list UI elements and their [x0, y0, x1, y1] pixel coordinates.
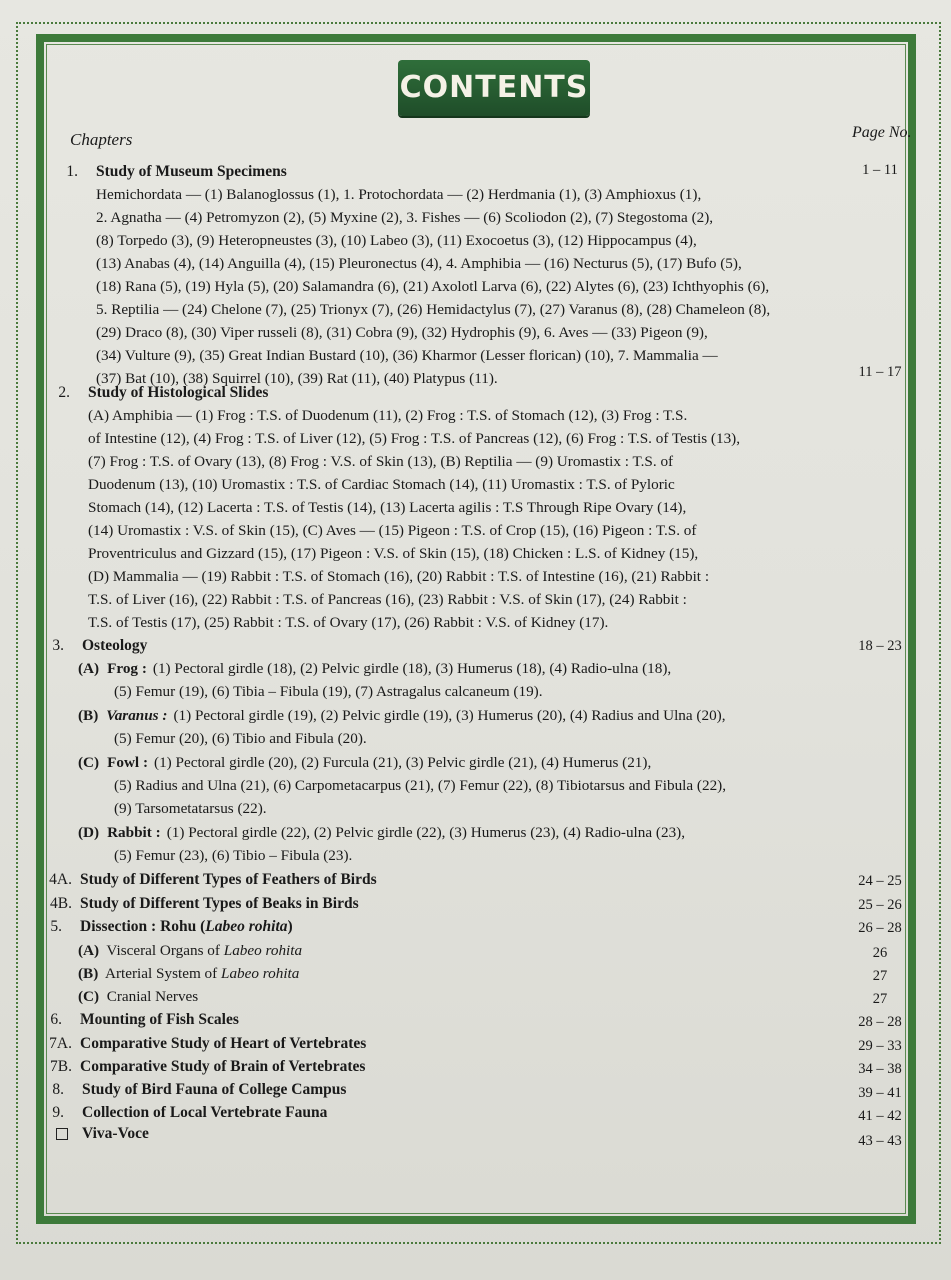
entry-number: 3. — [52, 637, 64, 654]
osteology-subsection[interactable] — [78, 821, 685, 844]
subsection-letter: (D) — [78, 824, 100, 842]
detail-line: (13) Anabas (4), (14) Anguilla (4), (15) Pleuronectus (4), 4. Amphibia — (16) Necturus (5), (17) Bufo (5), — [96, 255, 742, 272]
entry-number: 6. — [50, 1011, 62, 1028]
detail-line: (14) Uromastix : V.S. of Skin (15), (C) Aves — (15) Pigeon : T.S. of Crop (15), (16) Pigeon : T.S. of — [88, 522, 697, 539]
entry-number: 2. — [58, 384, 70, 401]
detail-line: 2. Agnatha — (4) Petromyzon (2), (5) Myxine (2), 3. Fishes — (6) Scoliodon (2), (7) Stegostoma (2), — [96, 209, 714, 226]
entry-page: 41 – 42 — [858, 1108, 902, 1124]
detail-line: (9) Tarsometatarsus (22). — [114, 800, 267, 818]
entry-title: Study of Different Types of Feathers of Birds — [80, 871, 377, 888]
entry-number: 1. — [66, 163, 78, 180]
chapters-label: Chapters — [70, 130, 133, 149]
contents-banner — [398, 60, 590, 116]
entry-page: 27 — [872, 968, 888, 984]
detail-line: T.S. of Testis (17), (25) Rabbit : T.S. of Ovary (17), (26) Rabbit : V.S. of Kidney (17). — [88, 614, 609, 631]
subsection-head: Fowl : — [107, 754, 149, 772]
detail-line: 5. Reptilia — (24) Chelone (7), (25) Trionyx (7), (26) Hemidactylus (7), (27) Varanus (8), (28) Chameleon (8), — [96, 301, 771, 318]
detail-line: (5) Radius and Ulna (21), (6) Carpometacarpus (21), (7) Femur (22), (8) Tibiotarsus and Fibula (22), — [114, 777, 727, 795]
subsection-head: Frog : — [107, 660, 147, 677]
subsection-letter: (C) — [78, 754, 100, 772]
entry-page: 34 – 38 — [858, 1061, 902, 1077]
entry-page: 25 – 26 — [858, 897, 902, 913]
detail-line: (5) Femur (19), (6) Tibia – Fibula (19), (7) Astragalus calcaneum (19). — [114, 683, 543, 700]
entry-title: Collection of Local Vertebrate Fauna — [82, 1104, 328, 1121]
entry-number: 7B. — [50, 1058, 72, 1075]
subsection-head: Rabbit : — [107, 824, 161, 842]
page-title: CONTENTS — [399, 70, 589, 105]
entry-number: 5. — [50, 918, 62, 935]
entry-title: Study of Different Types of Beaks in Birds — [80, 895, 359, 912]
detail-line: (D) Mammalia — (19) Rabbit : T.S. of Stomach (16), (20) Rabbit : T.S. of Intestine (16), (21) Rabbit : — [88, 568, 710, 585]
entry-page: 39 – 41 — [858, 1085, 902, 1101]
entry-title: Comparative Study of Heart of Vertebrates — [80, 1035, 367, 1052]
subsection-head: Varanus : — [106, 707, 168, 725]
detail-line: Proventriculus and Gizzard (15), (17) Pigeon : V.S. of Skin (15), (18) Chicken : L.S. of Kidney (15), — [88, 545, 699, 562]
detail-line: (1) Pectoral girdle (20), (2) Furcula (21), (3) Pelvic girdle (21), (4) Humerus (21), — [154, 754, 652, 772]
entry-number: 4B. — [50, 895, 72, 912]
detail-line: T.S. of Liver (16), (22) Rabbit : T.S. of Pancreas (16), (23) Rabbit : V.S. of Skin (17), (24) Rabbit : — [88, 591, 687, 608]
entry-page: 26 — [872, 945, 888, 961]
ch5-sub-b[interactable]: (B) Arterial System of Labeo rohita — [78, 965, 300, 982]
detail-line: of Intestine (12), (4) Frog : T.S. of Liver (12), (5) Frog : T.S. of Pancreas (12), (6) Frog : T.S. of Testis (13), — [88, 430, 741, 447]
detail-line: (1) Pectoral girdle (18), (2) Pelvic girdle (18), (3) Humerus (18), (4) Radio-ulna (18), — [152, 660, 672, 677]
detail-line: (7) Frog : T.S. of Ovary (13), (8) Frog : V.S. of Skin (13), (B) Reptilia — (9) Uromastix : T.S. of — [88, 453, 674, 470]
entry-number: 7A. — [49, 1035, 72, 1052]
checkbox-icon — [56, 1128, 68, 1140]
detail-line: (A) Amphibia — (1) Frog : T.S. of Duodenum (11), (2) Frog : T.S. of Stomach (12), (3) Frog : T.S. — [88, 407, 688, 424]
entry-number: 9. — [52, 1104, 64, 1121]
entry-number: 4A. — [49, 871, 72, 888]
detail-line: Stomach (14), (12) Lacerta : T.S. of Testis (14), (13) Lacerta agilis : T.S Through Ripe Ovary (14), — [88, 499, 687, 516]
subsection-letter: (B) — [78, 707, 99, 725]
page-no-label: Page No. — [852, 124, 912, 141]
detail-line: (34) Vulture (9), (35) Great Indian Bustard (10), (36) Kharmor (Lesser florican) (10), 7. Mammalia — — [96, 347, 718, 364]
detail-line: (18) Rana (5), (19) Hyla (5), (20) Salamandra (6), (21) Axolotl Larva (6), (22) Alytes (6), (23) Ichthyophis (6), — [96, 278, 770, 295]
entry-title: Osteology — [82, 637, 148, 654]
subsection-letter: (A) — [78, 660, 100, 677]
osteology-subsection[interactable] — [78, 751, 651, 774]
osteology-subsection[interactable] — [78, 657, 671, 680]
ch5-sub-c[interactable]: (C) Cranial Nerves — [78, 988, 199, 1005]
entry-page: 29 – 33 — [858, 1038, 902, 1054]
detail-line: (1) Pectoral girdle (19), (2) Pelvic girdle (19), (3) Humerus (20), (4) Radius and Ulna (20), — [173, 707, 726, 725]
detail-line: (5) Femur (20), (6) Tibio and Fibula (20). — [114, 730, 367, 748]
detail-line: (29) Draco (8), (30) Viper russeli (8), (31) Cobra (9), (32) Hydrophis (9), 6. Aves — (33) Pigeon (9), — [96, 324, 708, 341]
entry-page: 1 – 11 — [862, 162, 898, 178]
entry-number: 8. — [52, 1081, 64, 1098]
entry-title: Viva-Voce — [82, 1125, 149, 1142]
entry-title: Mounting of Fish Scales — [80, 1011, 239, 1028]
osteology-subsection[interactable] — [78, 704, 726, 727]
entry-page: 11 – 17 — [858, 364, 902, 380]
entry-page: 24 – 25 — [858, 873, 902, 889]
entry-title: Study of Bird Fauna of College Campus — [82, 1081, 347, 1098]
detail-line: Duodenum (13), (10) Uromastix : T.S. of Cardiac Stomach (14), (11) Uromastix : T.S. of Pyloric — [88, 476, 675, 493]
detail-line: Hemichordata — (1) Balanoglossus (1), 1. Protochordata — (2) Herdmania (1), (3) Amphioxus (1), — [96, 186, 702, 203]
detail-line: (8) Torpedo (3), (9) Heteropneustes (3), (10) Labeo (3), (11) Exocoetus (3), (12) Hippocampus (4), — [96, 232, 697, 249]
entry-page: 27 — [872, 991, 888, 1007]
entry-title: Study of Histological Slides — [88, 384, 269, 401]
entry-title: Comparative Study of Brain of Vertebrates — [80, 1058, 366, 1075]
detail-line: (1) Pectoral girdle (22), (2) Pelvic girdle (22), (3) Humerus (23), (4) Radio-ulna (23), — [166, 824, 686, 842]
entry-title: Study of Museum Specimens — [96, 163, 287, 180]
detail-line: (5) Femur (23), (6) Tibio – Fibula (23). — [114, 847, 353, 865]
entry-title: Dissection : Rohu (Labeo rohita) — [80, 918, 293, 935]
detail-line: (37) Bat (10), (38) Squirrel (10), (39) Rat (11), (40) Platypus (11). — [96, 370, 498, 387]
entry-page: 43 – 43 — [858, 1133, 902, 1149]
ch5-sub-a[interactable]: (A) Visceral Organs of Labeo rohita — [78, 942, 303, 959]
entry-page: 28 – 28 — [858, 1014, 902, 1030]
entry-page: 26 – 28 — [858, 920, 902, 936]
entry-page: 18 – 23 — [858, 638, 902, 654]
